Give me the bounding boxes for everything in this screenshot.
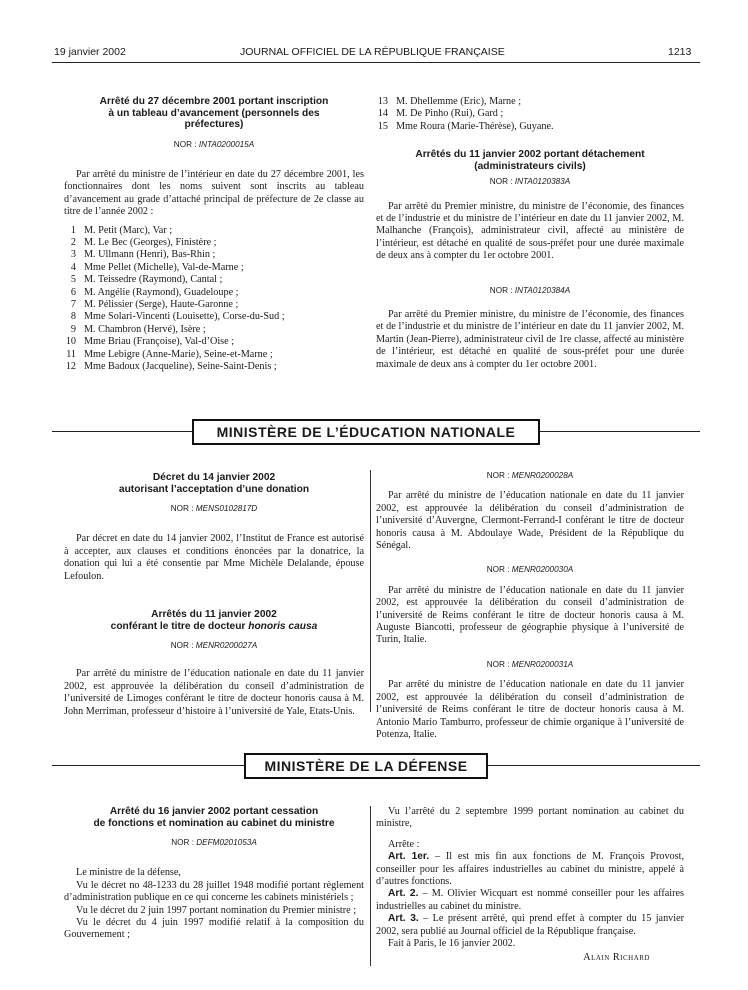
- list-item-text: M. Dhellemme (Eric), Marne ;: [396, 96, 522, 107]
- decret-title-line: autorisant l’acceptation d’une donation: [118, 483, 310, 495]
- list-item: [64, 324, 364, 336]
- nor-code: INTA0200015A: [198, 139, 255, 149]
- defense-arrete-title: [64, 806, 364, 829]
- defense-right-column: [376, 806, 684, 965]
- article-2: [376, 888, 684, 913]
- header-rule: [52, 62, 700, 63]
- article-1: [376, 851, 684, 888]
- list-item-text: Mme Roura (Marie-Thérèse), Guyane.: [396, 120, 554, 132]
- visa-3: Vu le décret du 4 juin 1997 modifié relatif à la composition du Gouvernement ;: [64, 917, 364, 941]
- list-item-number: 5: [70, 274, 76, 286]
- list-item-number: 13: [377, 96, 388, 107]
- list-item-text: M. Chambron (Hervé), Isère ;: [84, 323, 206, 335]
- list-item: [64, 262, 364, 274]
- list-item: [64, 237, 364, 249]
- list-item: [64, 249, 364, 261]
- nor-reference: [64, 640, 364, 652]
- list-item: [64, 274, 364, 286]
- list-item-text: M. Petit (Marc), Var ;: [84, 224, 173, 236]
- signature: Alain Richard: [583, 952, 650, 964]
- minister-line: Le ministre de la défense,: [76, 867, 181, 879]
- nor-code: MENS0102817D: [195, 504, 258, 513]
- education-left-column: [64, 472, 364, 718]
- list-item-number: 1: [70, 224, 76, 236]
- nor-label: NOR :: [486, 659, 510, 669]
- ministry-rule-left: [52, 765, 244, 766]
- honoris-title-italic: honoris causa: [248, 620, 318, 632]
- list-item: [64, 225, 364, 237]
- nor-label: NOR :: [486, 565, 510, 575]
- ministry-defense-heading: MINISTÈRE DE LA DÉFENSE: [244, 753, 488, 779]
- list-item: [64, 349, 364, 361]
- nor-reference: [64, 837, 364, 849]
- nor-code: DEFM0201053A: [196, 838, 257, 847]
- nor-code: INTA0120384A: [514, 285, 571, 295]
- article-1-label: Art. 1er.: [388, 851, 430, 863]
- arrete-1-title-line: Arrêté du 27 décembre 2001 portant inscription: [99, 96, 329, 107]
- list-item-number: 10: [65, 336, 76, 348]
- list-item-text: M. Le Bec (Georges), Finistère ;: [84, 236, 217, 248]
- visa-1: Vu le décret no 48-1233 du 28 juillet 1948 modifié portant règlement d’administration publique en ce qui concerne les cabinets ministériels ;: [64, 879, 364, 904]
- header-journal-title: JOURNAL OFFICIEL DE LA RÉPUBLIQUE FRANÇAISE: [240, 46, 505, 58]
- arrete-1-title-line: à un tableau d’avancement (personnels des: [108, 107, 320, 119]
- defense-title-line: de fonctions et nomination au cabinet du ministre: [93, 817, 335, 829]
- promotion-list: [64, 225, 364, 374]
- list-item: [64, 336, 364, 348]
- list-item-text: M. Ullmann (Henri), Bas-Rhin ;: [84, 249, 216, 261]
- article-3: [376, 913, 684, 938]
- list-item-text: Mme Solari-Vincenti (Louisette), Corse-du-Sud ;: [84, 311, 285, 323]
- ministry-rule-right: [488, 765, 700, 766]
- list-item: [376, 121, 684, 133]
- list-item: [64, 287, 364, 299]
- arrete-1-title: [64, 96, 364, 131]
- list-item: [64, 311, 364, 323]
- list-item-number: 15: [377, 120, 388, 132]
- detachement-text-2: Par arrêté du Premier ministre, du ministre de l’économie, des finances et de l’industrie et du ministre de l’intérieur en date du 11 janvier 2002, M. Martin (Jean-Pierre), administrateur civil de 1re classe, affecté au ministère de l’intérieur, est détaché en qualité de sous-préfet pour une durée maximale de deux ans à compter du 1er octobre 2001.: [376, 309, 684, 370]
- list-item-text: M. Pélissier (Serge), Haute-Garonne ;: [84, 298, 239, 310]
- interior-left-column: [64, 96, 364, 373]
- nor-label: NOR :: [171, 838, 194, 847]
- list-item-text: Mme Briau (Françoise), Val-d’Oise ;: [84, 336, 235, 348]
- article-3-label: Art. 3.: [388, 913, 419, 925]
- list-item-number: 4: [70, 261, 76, 273]
- promotion-list-continued: [376, 96, 684, 133]
- honoris-text-2: Par arrêté du ministre de l’éducation nationale en date du 11 janvier 2002, est approuvée la délibération du conseil d’administration de l’université d’Auvergne, Clermont-Ferrand-I conférant le titre de docteur honoris causa à M. Abdoulaye Wade, Président de la République du Sénégal.: [376, 490, 684, 552]
- interior-right-column: [376, 96, 684, 371]
- article-1-text: – Il est mis fin aux fonctions de M. François Provost, conseiller pour les affaires industrielles au cabinet du ministre, appelé à d’autres fonctions.: [376, 851, 684, 888]
- defense-left-column: [64, 806, 364, 942]
- list-item-text: Mme Pellet (Michelle), Val-de-Marne ;: [84, 261, 244, 273]
- nor-label: NOR :: [486, 471, 510, 480]
- ministry-rule-left: [52, 431, 192, 432]
- visa-2: Vu le décret du 2 juin 1997 portant nomination du Premier ministre ;: [76, 904, 357, 916]
- list-item: [64, 299, 364, 311]
- article-2-label: Art. 2.: [388, 888, 419, 900]
- list-item-number: 8: [70, 311, 76, 323]
- nor-code: MENR0200030A: [511, 565, 574, 575]
- nor-code: MENR0200028A: [511, 471, 574, 480]
- defense-title-line: Arrêté du 16 janvier 2002 portant cessation: [109, 806, 319, 817]
- ministry-education-heading: MINISTÈRE DE L’ÉDUCATION NATIONALE: [192, 419, 540, 445]
- list-item: [376, 108, 684, 120]
- list-item-number: 3: [70, 249, 76, 261]
- nor-reference: [376, 659, 684, 671]
- list-item-text: M. Teissedre (Raymond), Cantal ;: [84, 274, 223, 286]
- list-item-number: 14: [377, 108, 388, 120]
- arrete-2-title: [376, 149, 684, 172]
- done-at-paris: Fait à Paris, le 16 janvier 2002.: [388, 938, 516, 950]
- list-item-number: 11: [66, 348, 76, 360]
- list-item-number: 6: [70, 286, 76, 298]
- list-item-text: M. De Pinho (Rui), Gard ;: [396, 108, 504, 120]
- arrete-1-title-line: préfectures): [184, 119, 244, 130]
- honoris-title-line: [64, 621, 364, 633]
- decret-title-line: Décret du 14 janvier 2002: [152, 472, 276, 483]
- article-2-text: – M. Olivier Wicquart est nommé conseiller pour les affaires industrielles au cabinet du ministre.: [376, 888, 684, 912]
- list-item-text: M. Angélie (Raymond), Guadeloupe ;: [84, 286, 239, 298]
- nor-label: NOR :: [173, 139, 197, 149]
- nor-label: NOR :: [170, 641, 194, 651]
- honoris-causa-title: [64, 609, 364, 632]
- list-item: [376, 96, 684, 108]
- arrete-2-title-line: (administrateurs civils): [474, 160, 586, 172]
- nor-reference: [376, 176, 684, 188]
- list-item-number: 7: [70, 298, 76, 310]
- donation-text: Par décret en date du 14 janvier 2002, l’Institut de France est autorisé à accepter, aux clauses et conditions énoncées par la donatrice, la donation qui lui a été consentie par Mme Michèle Delalande, épouse Lefoulon.: [64, 533, 364, 582]
- list-item-number: 9: [70, 323, 76, 335]
- nor-code: MENR0200027A: [195, 641, 258, 651]
- honoris-text-3: Par arrêté du ministre de l’éducation nationale en date du 11 janvier 2002, est approuvée la délibération du conseil d’administration de l’université de Reims conférant le titre de docteur honoris causa à M. Auguste Biancotti, professeur de géographie physique à l’université de Turin, Italie.: [376, 584, 684, 646]
- list-item-number: 12: [65, 361, 76, 372]
- nor-reference: [376, 285, 684, 297]
- list-item: [64, 361, 364, 373]
- honoris-title-text: conférant le titre de docteur: [110, 620, 249, 632]
- honoris-title-line: Arrêtés du 11 janvier 2002: [151, 609, 277, 621]
- list-item-number: 2: [70, 236, 76, 248]
- nor-label: NOR :: [489, 177, 513, 187]
- honoris-text-1: Par arrêté du ministre de l’éducation nationale en date du 11 janvier 2002, est approuvée la délibération du conseil d’administration de l’université de Limoges conférant le titre de docteur honoris causa à M. John Merriman, professeur d’histoire à l’université de Yale, Etats-Unis.: [64, 668, 364, 717]
- honoris-text-4: Par arrêté du ministre de l’éducation nationale en date du 11 janvier 2002, est approuvée la délibération du conseil d’administration de l’université de Reims conférant le titre de docteur honoris causa à M. Antonio Mario Tamburro, professeur de chimie organique à l’université de Potenza, Italie.: [376, 679, 684, 740]
- nor-reference: [64, 503, 364, 515]
- list-item-text: Mme Lebigre (Anne-Marie), Seine-et-Marne ;: [84, 348, 273, 360]
- education-right-column: [376, 470, 684, 741]
- nor-code: MENR0200031A: [511, 659, 574, 669]
- decret-title: [64, 472, 364, 495]
- column-divider: [370, 806, 371, 966]
- visa-4: Vu l’arrêté du 2 septembre 1999 portant nomination au cabinet du ministre,: [376, 806, 684, 830]
- nor-label: NOR :: [489, 285, 513, 295]
- nor-code: INTA0120383A: [514, 177, 571, 187]
- arrete-2-title-line: Arrêtés du 11 janvier 2002 portant détachement: [415, 149, 645, 161]
- nor-reference: [376, 470, 684, 482]
- column-divider: [370, 470, 371, 712]
- ministry-rule-right: [540, 431, 700, 432]
- arrete-label: Arrête :: [388, 838, 420, 850]
- nor-label: NOR :: [170, 504, 194, 513]
- arrete-1-intro: Par arrêté du ministre de l’intérieur en date du 27 décembre 2001, les fonctionnaires dont les noms suivent sont inscrits au tableau d’avancement au grade d’attaché principal de préfecture de 2e classe au titre de l’année 2002 :: [64, 168, 364, 218]
- header-date: 19 janvier 2002: [54, 46, 126, 58]
- nor-reference: [376, 564, 684, 576]
- detachement-text-1: Par arrêté du Premier ministre, du ministre de l’économie, des finances et de l’industrie et du ministre de l’intérieur en date du 11 janvier 2002, M. Malhanche (François), administrateur civil, affecté au ministère de l’intérieur, est détaché en qualité de sous-préfet pour une durée maximale de deux ans à compter du 1er octobre 2001.: [376, 200, 684, 262]
- nor-reference: [64, 139, 364, 151]
- list-item-text: Mme Badoux (Jacqueline), Seine-Saint-Denis ;: [84, 361, 277, 372]
- article-3-text: – Le présent arrêté, qui prend effet à compter du 15 janvier 2002, sera publié au Journal officiel de la République française.: [376, 913, 685, 937]
- header-page-number: 1213: [668, 46, 692, 58]
